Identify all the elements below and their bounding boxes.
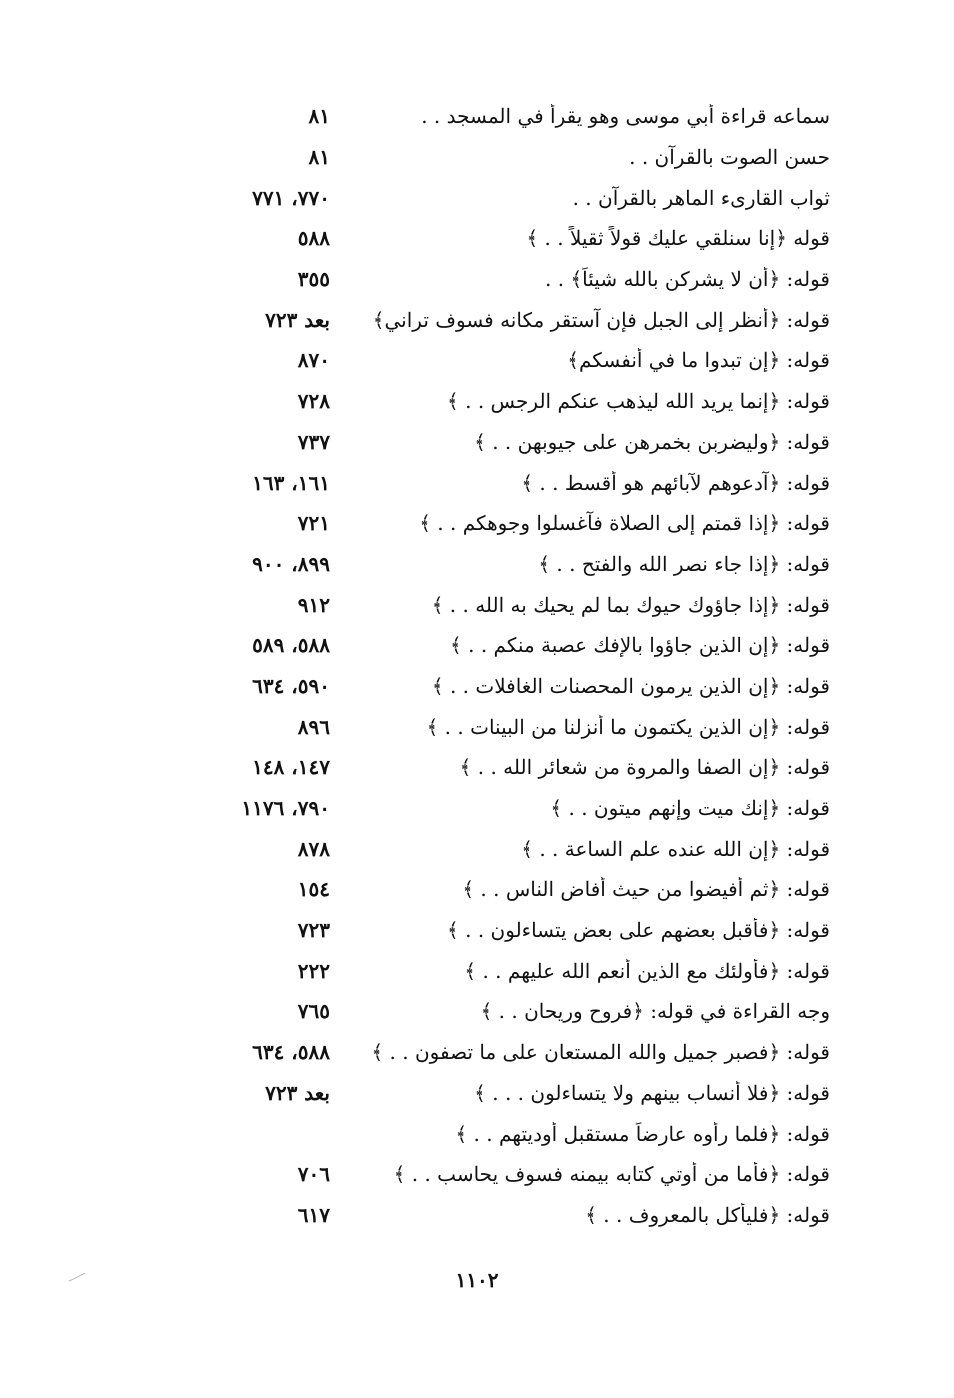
index-entry xyxy=(190,259,830,300)
entry-text: ثواب القارىء الماهر بالقرآن . . xyxy=(572,185,830,210)
entry-text: قوله: ﴿فأقبل بعضهم على بعض يتساءلون . . ﴾ xyxy=(447,918,830,943)
entry-text: قوله: ﴿إن الله عنده علم الساعة . . ﴾ xyxy=(521,836,830,861)
index-entry xyxy=(190,950,830,991)
entry-text: قوله: ﴿إن الذين جاؤوا بالإفك عصبة منكم . . ﴾ xyxy=(450,633,830,658)
index-entry xyxy=(190,991,830,1032)
index-entry xyxy=(190,422,830,463)
entry-page-refs: ١٥٤ xyxy=(297,877,330,902)
entry-text: قوله: ﴿فلا أنساب بينهم ولا يتساءلون . . . ﴾ xyxy=(474,1080,830,1105)
entry-page-refs: بعد ٧٢٣ xyxy=(265,307,330,332)
index-entry xyxy=(190,584,830,625)
entry-text: قوله: ﴿إذا قمتم إلى الصلاة فآغسلوا وجوهكم . . ﴾ xyxy=(419,511,830,536)
entry-page-refs: ١٦١، ١٦٣ xyxy=(252,470,330,495)
entry-text: قوله: ﴿إن تبدوا ما في أنفسكم﴾ xyxy=(567,348,830,373)
entry-page-refs: ٩١٢ xyxy=(297,592,330,617)
entry-page-refs: ٧٢١ xyxy=(297,511,330,536)
page-number: ١١٠٢ xyxy=(455,1268,499,1292)
index-entry xyxy=(190,869,830,910)
entry-text: قوله: ﴿أنظر إلى الجبل فإن آستقر مكانه فسوف تراني﴾ xyxy=(372,307,830,332)
index-entry xyxy=(190,1073,830,1114)
entry-text: قوله: ﴿إنك ميت وإنهم ميتون . . ﴾ xyxy=(550,796,830,821)
entry-page-refs: ٨١ xyxy=(308,104,330,129)
entry-page-refs: ٥٩٠، ٦٣٤ xyxy=(252,673,330,698)
entry-page-refs: ٢٢٢ xyxy=(297,958,330,983)
index-entry xyxy=(190,462,830,503)
index-entry xyxy=(190,1195,830,1236)
index-entry xyxy=(190,706,830,747)
index-entry xyxy=(190,910,830,951)
entry-text: قوله: ﴿إن الصفا والمروة من شعائر الله . . ﴾ xyxy=(459,755,830,780)
entry-page-refs: ٧٧٠، ٧٧١ xyxy=(252,185,330,210)
entry-page-refs: ٨٧٨ xyxy=(297,836,330,861)
index-entry xyxy=(190,177,830,218)
index-entry xyxy=(190,788,830,829)
entry-text: قوله: ﴿فأولئك مع الذين أنعم الله عليهم . . ﴾ xyxy=(464,958,830,983)
index-entry xyxy=(190,1032,830,1073)
index-entry xyxy=(190,381,830,422)
index-entry xyxy=(190,1154,830,1195)
index-entry xyxy=(190,1113,830,1154)
entry-text: قوله: ﴿وليضربن بخمرهن على جيوبهن . . ﴾ xyxy=(474,429,830,454)
entry-page-refs: ٧٩٠، ١١٧٦ xyxy=(241,796,330,821)
index-entry xyxy=(190,828,830,869)
entry-text: قوله: ﴿إن الذين يرمون المحصنات الغافلات . . ﴾ xyxy=(431,673,830,698)
entry-text: قوله: ﴿إن الذين يكتمون ما أنزلنا من البينات . . ﴾ xyxy=(426,714,830,739)
entry-page-refs: ٧٣٧ xyxy=(297,429,330,454)
entry-page-refs: ٥٨٨، ٥٨٩ xyxy=(252,633,330,658)
entry-text: قوله: ﴿أن لا يشركن بالله شيئاً﴾ . . xyxy=(545,267,830,292)
entry-page-refs: ٨٩٩، ٩٠٠ xyxy=(252,551,330,576)
entry-text: قوله: ﴿آدعوهم لآبائهم هو أقسط . . ﴾ xyxy=(521,470,830,495)
entry-text: وجه القراءة في قوله: ﴿فروح وريحان . . ﴾ xyxy=(480,999,830,1024)
entry-page-refs: ٨٩٦ xyxy=(297,714,330,739)
entry-text: قوله: ﴿فصبر جميل والله المستعان على ما تصفون . . ﴾ xyxy=(371,1040,830,1065)
index-entry xyxy=(190,503,830,544)
entry-text: قوله: ﴿إنما يريد الله ليذهب عنكم الرجس . . ﴾ xyxy=(447,389,830,414)
entry-page-refs: ٦١٧ xyxy=(297,1202,330,1227)
entry-page-refs: ٨١ xyxy=(308,145,330,170)
entry-text: قوله: ﴿فلما رأوه عارضاً مستقبل أوديتهم . . ﴾ xyxy=(455,1121,830,1146)
index-entry xyxy=(190,666,830,707)
entry-text: حسن الصوت بالقرآن . . xyxy=(629,145,830,170)
index-entry xyxy=(190,218,830,259)
index-entry xyxy=(190,625,830,666)
stray-pencil-mark xyxy=(68,1272,86,1282)
entry-text: قوله: ﴿إذا جاء نصر الله والفتح . . ﴾ xyxy=(538,551,830,576)
entry-page-refs: ٧٠٦ xyxy=(297,1162,330,1187)
entry-text: سماعه قراءة أبي موسى وهو يقرأ في المسجد . . xyxy=(421,104,830,129)
entry-page-refs: ٧٦٥ xyxy=(297,999,330,1024)
index-entry xyxy=(190,340,830,381)
index-entry xyxy=(190,299,830,340)
entry-text: قوله ﴿إنا سنلقي عليك قولاً ثقيلاً . . ﴾ xyxy=(526,226,830,251)
entry-text: قوله: ﴿إذا جاؤوك حيوك بما لم يحيك به الله . . ﴾ xyxy=(431,592,830,617)
entry-page-refs: ٧٢٨ xyxy=(297,389,330,414)
entry-text: قوله: ﴿ثم أفيضوا من حيث أفاض الناس . . ﴾ xyxy=(462,877,830,902)
entry-page-refs: ٥٨٨ xyxy=(297,226,330,251)
entry-page-refs: ٨٧٠ xyxy=(297,348,330,373)
index-entry xyxy=(190,96,830,137)
entry-page-refs: بعد ٧٢٣ xyxy=(265,1080,330,1105)
index-list xyxy=(190,96,830,1235)
entry-text: قوله: ﴿فليأكل بالمعروف . . ﴾ xyxy=(585,1202,830,1227)
entry-page-refs: ٧٢٣ xyxy=(297,918,330,943)
index-entry xyxy=(190,747,830,788)
entry-page-refs: ٥٨٨، ٦٣٤ xyxy=(252,1040,330,1065)
index-entry xyxy=(190,544,830,585)
entry-page-refs: ١٤٧، ١٤٨ xyxy=(252,755,330,780)
entry-page-refs: ٣٥٥ xyxy=(297,267,330,292)
index-entry xyxy=(190,137,830,178)
entry-text: قوله: ﴿فأما من أوتي كتابه بيمنه فسوف يحاسب . . ﴾ xyxy=(393,1162,830,1187)
